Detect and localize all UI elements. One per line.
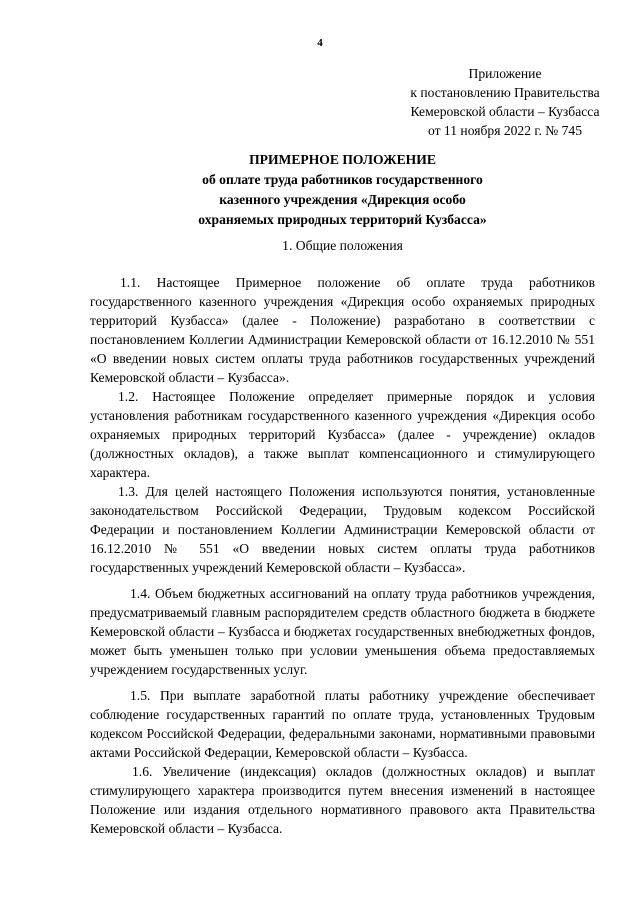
document-body — [90, 273, 595, 838]
title-line: ПРИМЕРНОЕ ПОЛОЖЕНИЕ — [249, 152, 436, 167]
page-number: 4 — [317, 37, 323, 49]
paragraph-1-5: 1.5. При выплате заработной платы работнику учреждение обеспечивает соблюдение государственных гарантий по оплате труда, установленных Трудовым кодексом Российской Федерации, федеральными законами, нормативными правовыми актами Российской Федерации, Кемеровской области – Кузбасса. — [90, 688, 595, 760]
paragraph-1-2: 1.2. Настоящее Положение определяет примерные порядок и условия установления работникам государственного казенного учреждения «Дирекция особо охраняемых природных территорий Кузбасса» (далее - учреждение) окладов (должностных окладов), а также выплат компенсационного и стимулирующего характера. — [90, 389, 595, 480]
section-heading: 1. Общие положения — [282, 238, 403, 253]
appendix-block — [385, 64, 625, 140]
appendix-line: к постановлению Правительства — [410, 85, 600, 100]
title-line: казенного учреждения «Дирекция особо — [219, 192, 466, 207]
appendix-line: Приложение — [468, 66, 542, 81]
title-line: охраняемых природных территорий Кузбасса» — [198, 212, 487, 227]
appendix-line: от 11 ноября 2022 г. № 745 — [427, 123, 583, 138]
title-line: об оплате труда работников государственного — [202, 172, 483, 187]
paragraph-1-3: 1.3. Для целей настоящего Положения используются понятия, установленные законодательством Российской Федерации, Трудовым кодексом Российской Федерации и постановлением Коллегии Администрации Кемеровской области от 16.12.2010 № 551 «О введении новых систем оплаты труда работников государственных учреждений Кемеровской области – Кузбасса». — [90, 484, 595, 575]
appendix-line: Кемеровской области – Кузбасса — [410, 104, 600, 119]
paragraph-1-1: 1.1. Настоящее Примерное положение об оплате труда работников государственного казенного учреждения «Дирекция особо охраняемых природных территорий Кузбасса» (далее - Положение) разработано в соответствии с постановлением Коллегии Администрации Кемеровской области от 16.12.2010 № 551 «О введении новых систем оплаты труда работников государственных учреждений Кемеровской области – Кузбасса». — [90, 275, 595, 385]
paragraph-1-4: 1.4. Объем бюджетных ассигнований на оплату труда работников учреждения, предусматриваемый главным распорядителем средств областного бюджета в бюджете Кемеровской области – Кузбасса и бюджетах государственных внебюджетных фондов, может быть уменьшен только при условии уменьшения объема предоставляемых учреждением государственных услуг. — [90, 586, 595, 677]
paragraph-1-6: 1.6. Увеличение (индексация) окладов (должностных окладов) и выплат стимулирующего характера производится путем внесения изменений в настоящее Положение или издания отдельного нормативного правового акта Правительства Кемеровской области – Кузбасса. — [90, 764, 595, 836]
document-title — [90, 150, 595, 230]
